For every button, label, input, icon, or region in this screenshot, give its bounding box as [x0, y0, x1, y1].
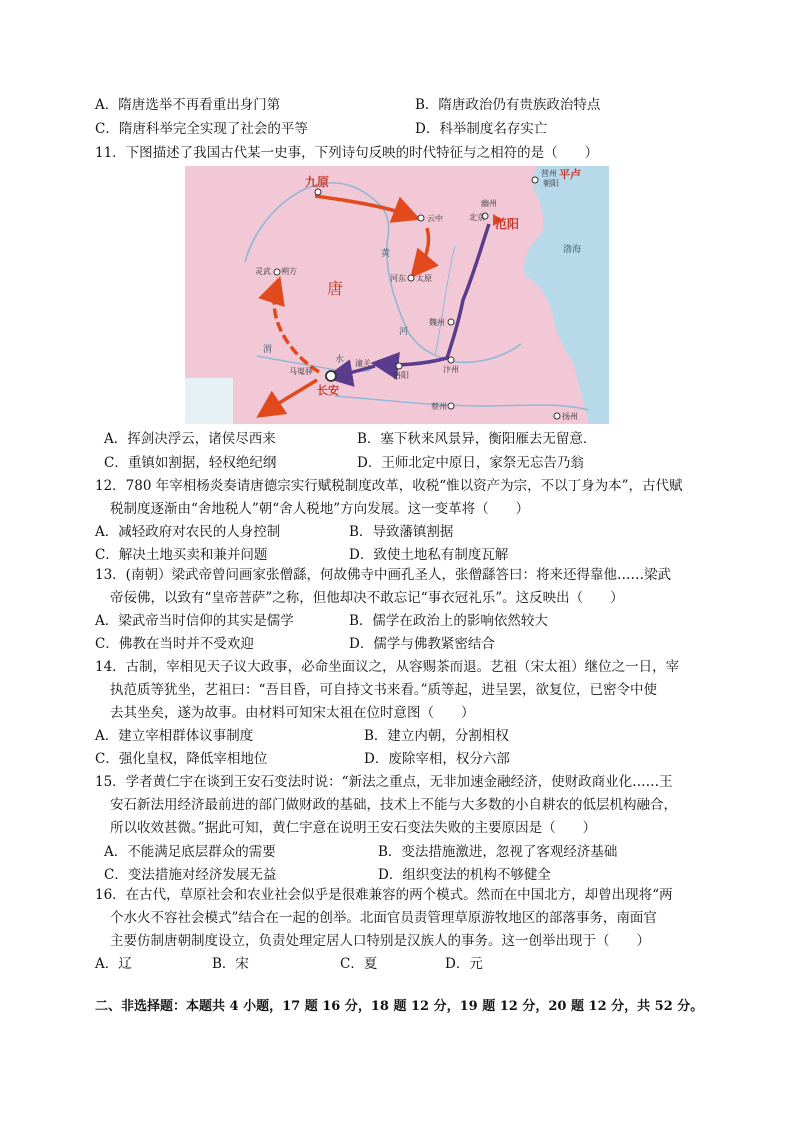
city-dot-luoyang — [396, 363, 402, 369]
label-lingwu: 灵武 — [255, 267, 271, 276]
city-dot-weizhou — [448, 319, 454, 325]
q12-stem-line2: 税制度逐渐由“舍地税人”朝“舍人税地”方向发展。这一变革将（ ） — [110, 501, 530, 517]
label-yingzhou: 营州 — [541, 169, 557, 178]
city-dot-yunzhong — [418, 215, 424, 221]
city-dot-bianzhou — [448, 357, 454, 363]
q12-stem-line1: 12．780 年宰相杨炎奏请唐德宗实行赋税制度改革，收税“惟以资产为宗，不以丁身为本”，古代赋 — [95, 478, 683, 494]
q12-option-a: A．减轻政府对农民的人身控制 — [95, 524, 281, 540]
q13-option-d: D．儒学与佛教紧密结合 — [349, 636, 495, 652]
q16-option-d: D．元 — [445, 956, 483, 972]
label-beijing: 北京 — [469, 213, 485, 222]
label-pinglu: 平卢 — [559, 168, 581, 181]
label-shui: 水 — [335, 355, 345, 365]
q14-option-c: C．强化皇权，降低宰相地位 — [95, 751, 268, 767]
q15-option-d: D．组织变法的机构不够健全 — [378, 867, 551, 883]
q11-stem: 11．下图描述了我国古代某一史事，下列诗句反映的时代特征与之相符的是（ ） — [95, 145, 599, 161]
q13-option-c: C．佛教在当时并不受欢迎 — [95, 636, 254, 652]
q16-option-b: B．宋 — [212, 956, 249, 972]
city-dot-taiyuan — [408, 275, 414, 281]
label-mawei: 马嵬驿 — [289, 367, 313, 376]
label-caizhou: 蔡州 — [431, 402, 447, 411]
city-dot-caizhou — [448, 403, 454, 409]
label-shuofang: 朔方 — [281, 267, 297, 276]
label-chaoyang: 朝阳 — [543, 179, 559, 188]
q16-option-a: A．辽 — [95, 956, 132, 972]
label-tongguan: 潼关 — [355, 359, 371, 368]
label-wei: 渭 — [263, 345, 273, 355]
q16-stem-line1: 16．在古代，草原社会和农业社会似乎是很难兼容的两个模式。然而在中国北方，却曾出现将“两 — [95, 887, 673, 903]
section2-heading: 二、非选择题：本题共 4 小题，17 题 16 分，18 题 12 分，19 题 12 分，20 题 12 分，共 52 分。 — [95, 999, 704, 1014]
q12-option-d: D．致使土地私有制度瓦解 — [349, 547, 509, 563]
label-hedong: 河东 — [390, 274, 406, 283]
label-yangzhou: 扬州 — [562, 412, 578, 421]
label-changan: 长安 — [317, 384, 339, 397]
label-fanyang: 范阳 — [495, 217, 520, 231]
q14-stem-line3: 去其坐矣，遂为故事。由材料可知宋太祖在位时意图（ ） — [110, 705, 475, 721]
q10-option-c: C．隋唐科举完全实现了社会的平等 — [95, 121, 308, 137]
q15-stem-line3: 所以收效甚微。”据此可知，黄仁宇意在说明王安石变法失败的主要原因是（ ） — [110, 820, 597, 836]
city-dot-yangzhou — [554, 413, 560, 419]
q15-option-a: A．不能满足底层群众的需要 — [104, 844, 276, 860]
label-luoyang: 洛阳 — [393, 371, 409, 380]
label-weizhou: 魏州 — [429, 318, 445, 327]
city-dot-lingwu — [274, 269, 280, 275]
label-bohai: 渤海 — [563, 245, 582, 255]
label-youzhou: 幽州 — [481, 199, 497, 208]
q11-option-a: A．挥剑决浮云，诸侯尽西来 — [104, 431, 276, 447]
q14-stem-line1: 14．古制，宰相见天子议大政事，必命坐面议之，从容赐茶而退。艺祖（宋太祖）继位之一日，宰 — [95, 659, 680, 675]
historical-map — [185, 166, 609, 424]
label-jiuyuan: 九原 — [305, 175, 330, 189]
q11-option-d: D．王师北定中原日，家祭无忘告乃翁 — [357, 455, 584, 471]
q16-stem-line3: 主要仿制唐朝制度设立，负责处理定居人口特别是汉族人的事务。这一创举出现于（ ） — [110, 933, 650, 949]
q15-stem-line1: 15．学者黄仁宇在谈到王安石变法时说：“新法之重点，无非加速金融经济，使财政商业化……王 — [95, 774, 673, 790]
q14-option-a: A．建立宰相群体议事制度 — [95, 728, 254, 744]
q10-option-b: B．隋唐政治仍有贵族政治特点 — [415, 97, 601, 113]
q14-stem-line2: 执范质等犹坐，艺祖曰：“吾目昏，可自持文书来看。”质等起，进呈罢，欲复位，已密令中使 — [110, 682, 658, 698]
q10-option-a: A．隋唐选举不再看重出身门第 — [95, 97, 281, 113]
q10-option-d: D．科举制度名存实亡 — [415, 121, 548, 137]
label-bianzhou: 汴州 — [443, 365, 459, 374]
q13-stem-line1: 13．(南朝）梁武帝曾问画家张僧繇，何故佛寺中画孔圣人，张僧繇答曰：将来还得靠他……梁武 — [95, 567, 671, 583]
q15-option-c: C．变法措施对经济发展无益 — [104, 867, 277, 883]
city-dot-yingzhou — [532, 177, 538, 183]
q15-option-b: B．变法措施激进，忽视了客观经济基础 — [378, 844, 618, 860]
q11-option-c: C．重镇如割据，轻权绝纪纲 — [104, 455, 277, 471]
city-dot-changan — [326, 371, 336, 381]
q14-option-b: B．建立内朝，分割相权 — [364, 728, 509, 744]
q14-option-d: D．废除宰相，权分六部 — [364, 751, 510, 767]
q15-stem-line2: 安石新法用经济最前进的部门做财政的基础，技术上不能与大多数的小自耕农的低层机构融合， — [110, 797, 677, 813]
label-yunzhong: 云中 — [427, 214, 443, 223]
label-tang: 唐 — [327, 279, 344, 298]
q13-option-b: B．儒学在政治上的影响依然较大 — [349, 613, 548, 629]
city-dot-jiuyuan — [315, 189, 321, 195]
label-he: 河 — [399, 327, 409, 337]
q13-stem-line2: 帝佞佛，以致有“皇帝菩萨”之称，但他却决不敢忘记“事衣冠礼乐”。这反映出（ ） — [110, 590, 624, 606]
q12-option-c: C．解决土地买卖和兼并问题 — [95, 547, 268, 563]
q12-option-b: B．导致藩镇割据 — [349, 524, 454, 540]
q16-option-c: C．夏 — [340, 956, 378, 972]
label-taiyuan: 太原 — [416, 274, 432, 283]
q13-option-a: A．梁武帝当时信仰的其实是儒学 — [95, 613, 294, 629]
label-huang: 黄 — [381, 249, 391, 259]
q11-option-b: B．塞下秋来风景异，衡阳雁去无留意． — [357, 431, 597, 447]
outside-area — [185, 378, 233, 424]
q16-stem-line2: 个水火不容社会模式”结合在一起的创举。北面官员责管理草原游牧地区的部落事务，南面官 — [110, 910, 657, 926]
